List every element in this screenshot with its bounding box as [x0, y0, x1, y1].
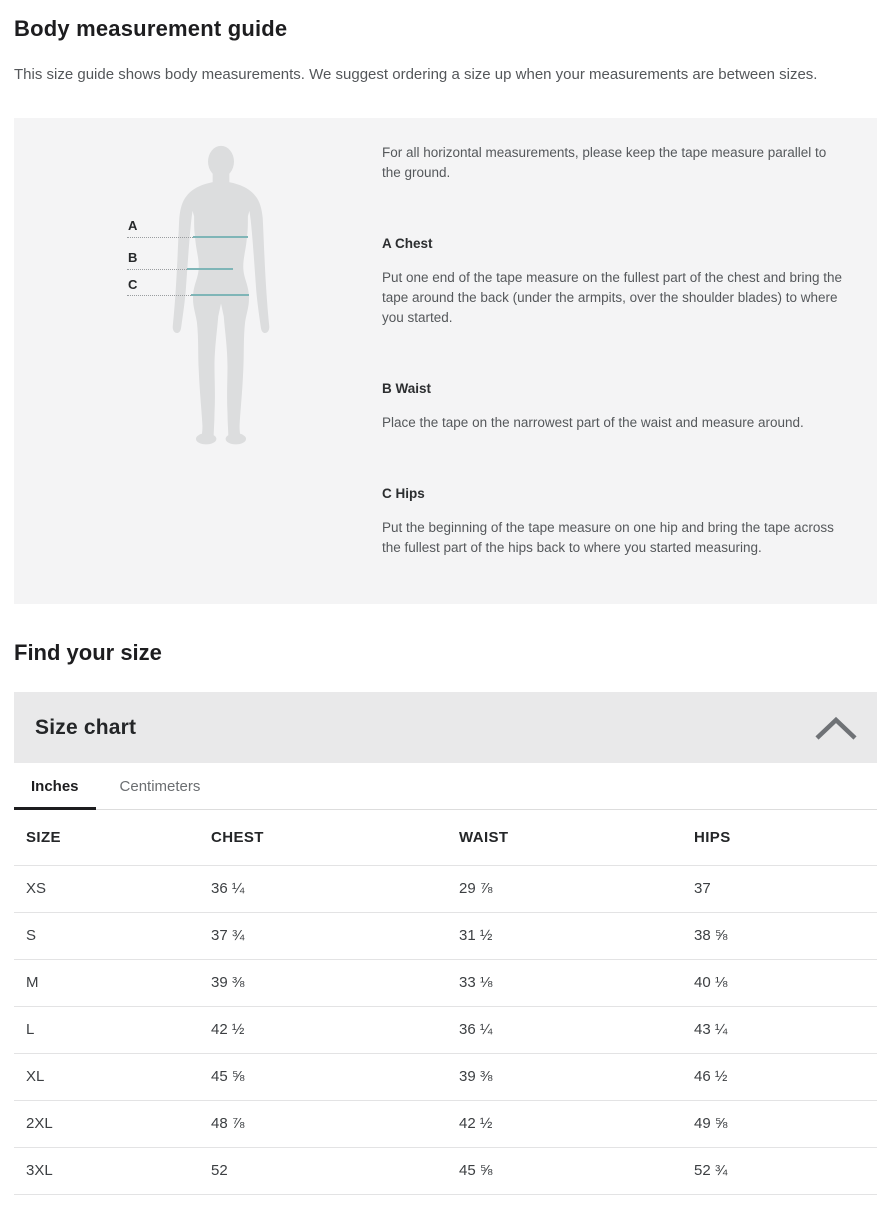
section-body-chest: Put one end of the tape measure on the fullest part of the chest and bring the tape around the back (under the armpits, over the shoulder blades) to where you started. — [382, 270, 843, 325]
cell-chest: 39 ⅜ — [211, 959, 459, 1006]
cell-size: L — [14, 1006, 211, 1053]
column-header-waist: WAIST — [459, 810, 694, 865]
cell-waist: 33 ⅛ — [459, 959, 694, 1006]
cell-hips: 38 ⅝ — [694, 912, 877, 959]
cell-waist: 42 ½ — [459, 1100, 694, 1147]
cell-hips: 52 ¾ — [694, 1147, 877, 1194]
cell-chest: 36 ¼ — [211, 865, 459, 912]
cell-chest: 52 — [211, 1147, 459, 1194]
cell-size: XL — [14, 1053, 211, 1100]
cell-size: 2XL — [14, 1100, 211, 1147]
cell-size: XS — [14, 865, 211, 912]
tab-centimeters[interactable]: Centimeters — [119, 777, 201, 795]
cell-size: S — [14, 912, 211, 959]
section-body-hips: Put the beginning of the tape measure on one hip and bring the tape across the fullest part of the hips back to where you started measuring. — [382, 520, 834, 555]
section-heading-hips: C Hips — [382, 486, 425, 501]
table-row — [14, 1100, 877, 1147]
cell-waist: 29 ⅞ — [459, 865, 694, 912]
table-header-row — [14, 810, 877, 865]
tab-inches[interactable]: Inches — [14, 763, 96, 809]
column-header-chest: CHEST — [211, 810, 459, 865]
cell-waist: 31 ½ — [459, 912, 694, 959]
cell-size: M — [14, 959, 211, 1006]
marker-label-a: A — [128, 218, 139, 233]
cell-size: 3XL — [14, 1147, 211, 1194]
measurement-guide-panel — [14, 118, 877, 604]
cell-waist: 36 ¼ — [459, 1006, 694, 1053]
cell-waist: 45 ⅝ — [459, 1147, 694, 1194]
cell-chest: 37 ¾ — [211, 912, 459, 959]
cell-hips: 40 ⅛ — [694, 959, 877, 1006]
cell-chest: 48 ⅞ — [211, 1100, 459, 1147]
table-row — [14, 959, 877, 1006]
section-body-waist: Place the tape on the narrowest part of the waist and measure around. — [382, 415, 804, 430]
marker-label-c: C — [128, 277, 139, 292]
find-your-size-heading: Find your size — [14, 640, 162, 665]
guide-intro: For all horizontal measurements, please keep the tape measure parallel to the ground. — [382, 145, 827, 180]
size-chart-accordion-header[interactable] — [14, 692, 877, 763]
cell-hips: 37 — [694, 865, 877, 912]
section-heading-chest: A Chest — [382, 236, 433, 251]
table-row — [14, 1053, 877, 1100]
size-table — [14, 810, 877, 1195]
column-header-hips: HIPS — [694, 810, 877, 865]
unit-tabs — [14, 763, 877, 810]
marker-label-b: B — [128, 250, 139, 265]
section-heading-waist: B Waist — [382, 381, 432, 396]
cell-chest: 45 ⅝ — [211, 1053, 459, 1100]
cell-waist: 39 ⅜ — [459, 1053, 694, 1100]
table-row — [14, 865, 877, 912]
cell-chest: 42 ½ — [211, 1006, 459, 1053]
guide-text-column — [382, 143, 848, 558]
cell-hips: 46 ½ — [694, 1053, 877, 1100]
size-chart-title: Size chart — [35, 715, 137, 739]
page-title: Body measurement guide — [14, 16, 288, 41]
table-row — [14, 1006, 877, 1053]
body-silhouette-image — [155, 144, 287, 450]
cell-hips: 49 ⅝ — [694, 1100, 877, 1147]
page-subtitle: This size guide shows body measurements. We suggest ordering a size up when your measurements are between sizes. — [14, 66, 818, 83]
cell-hips: 43 ¼ — [694, 1006, 877, 1053]
chevron-up-icon[interactable] — [814, 715, 858, 741]
table-row — [14, 1147, 877, 1194]
column-header-size: SIZE — [14, 810, 211, 865]
table-row — [14, 912, 877, 959]
